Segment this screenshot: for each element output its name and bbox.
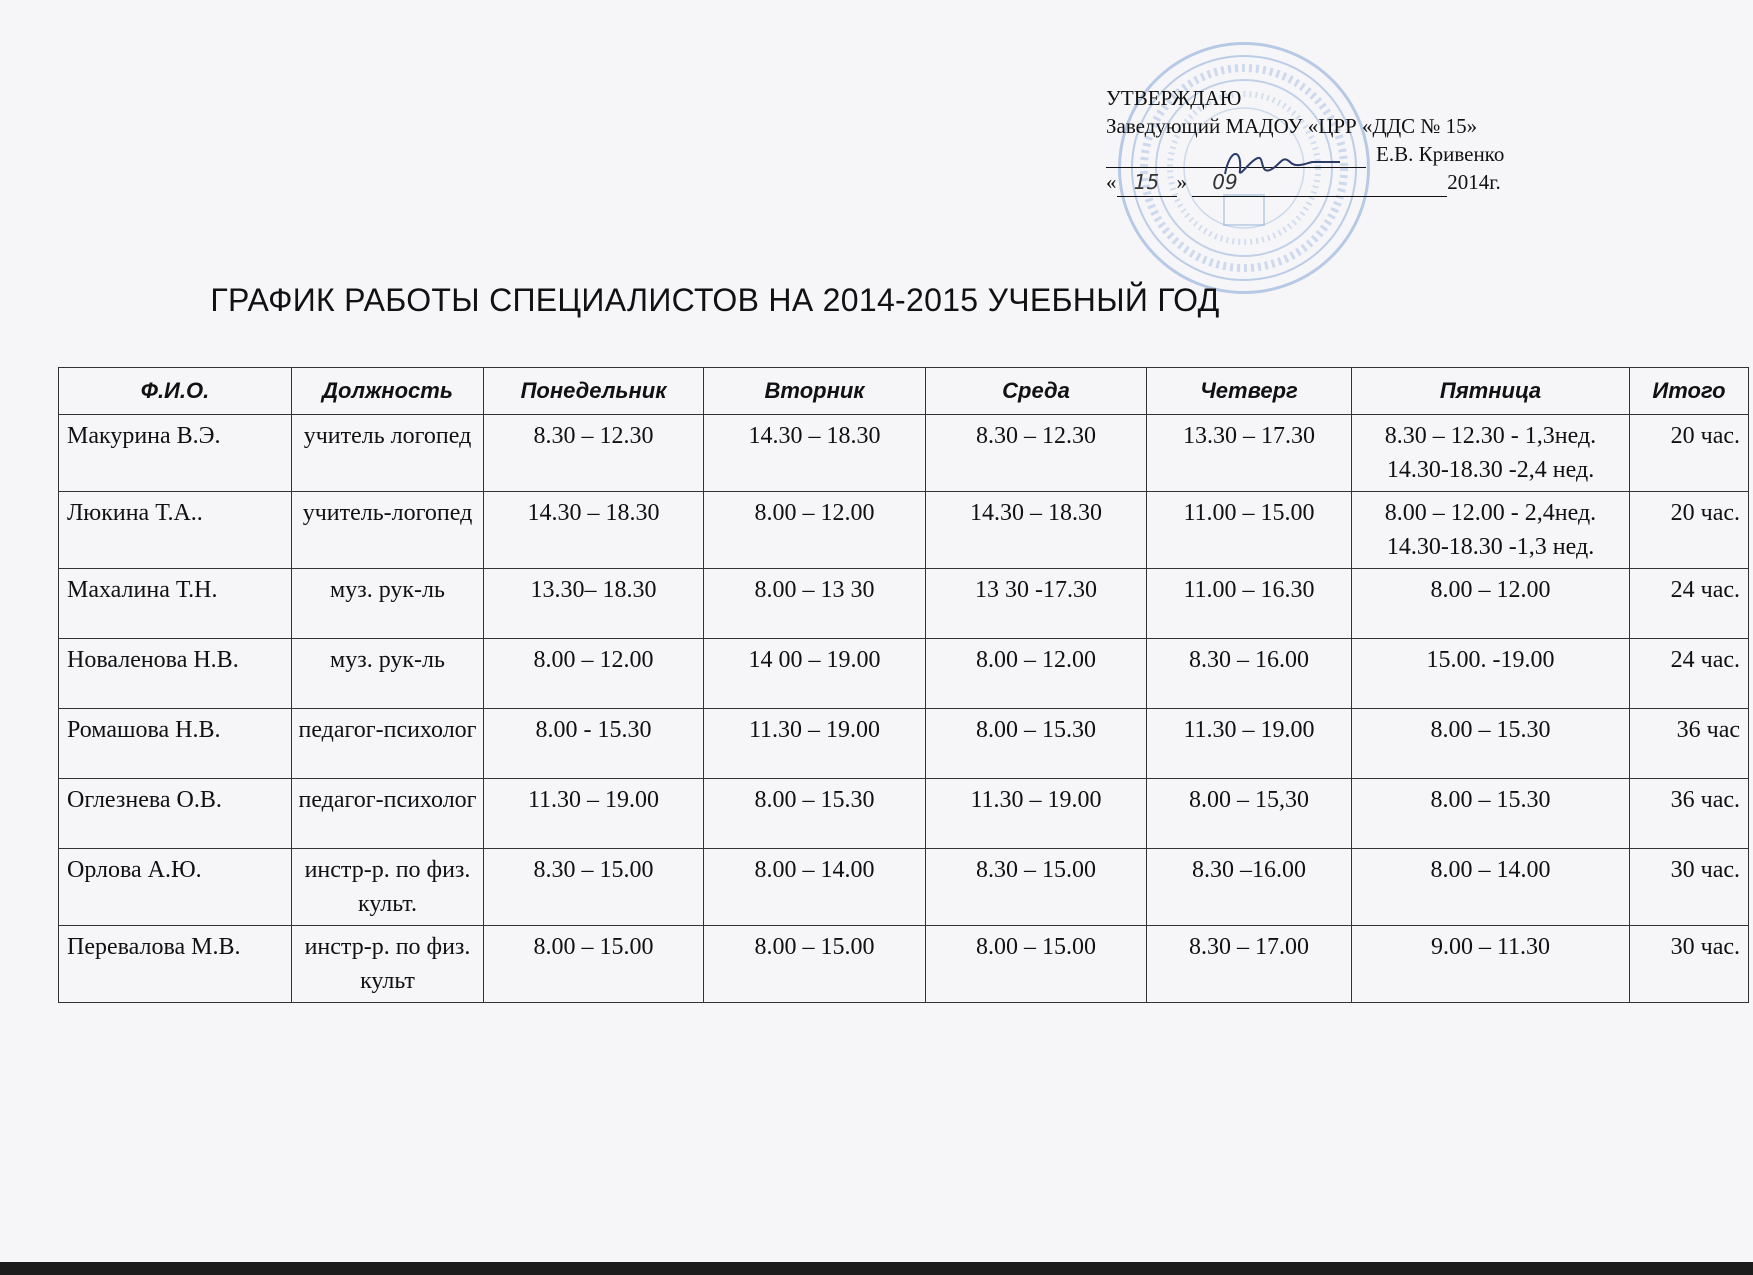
approval-institution: Заведующий МАДОУ «ЦРР «ДДС № 15» [1106, 114, 1478, 138]
cell-wednesday: 8.30 – 12.30 [926, 415, 1147, 492]
date-day: 15 [1117, 168, 1177, 197]
schedule-table [58, 367, 1749, 1003]
cell-tuesday: 11.30 – 19.00 [704, 709, 926, 779]
date-quote-close: » [1176, 170, 1187, 194]
cell-friday: 15.00. -19.00 [1352, 639, 1630, 709]
cell-name: Махалина Т.Н. [59, 569, 292, 639]
cell-thursday: 8.30 –16.00 [1147, 849, 1352, 926]
signer-name: Е.В. Кривенко [1376, 142, 1505, 166]
cell-name: Орлова А.Ю. [59, 849, 292, 926]
cell-monday: 8.00 – 15.00 [484, 926, 704, 1003]
cell-thursday: 11.00 – 15.00 [1147, 492, 1352, 569]
cell-monday: 8.00 - 15.30 [484, 709, 704, 779]
cell-position: муз. рук-ль [292, 569, 484, 639]
cell-thursday: 8.30 – 17.00 [1147, 926, 1352, 1003]
approval-heading: УТВЕРЖДАЮ [1106, 86, 1242, 110]
signature-line [1106, 147, 1366, 168]
table-row [59, 415, 1749, 492]
cell-thursday: 8.30 – 16.00 [1147, 639, 1352, 709]
cell-friday: 9.00 – 11.30 [1352, 926, 1630, 1003]
scan-edge [0, 1262, 1753, 1275]
cell-wednesday: 8.00 – 12.00 [926, 639, 1147, 709]
cell-name: Новаленова Н.В. [59, 639, 292, 709]
cell-wednesday: 8.30 – 15.00 [926, 849, 1147, 926]
cell-tuesday: 14.30 – 18.30 [704, 415, 926, 492]
cell-friday: 8.00 – 14.00 [1352, 849, 1630, 926]
cell-friday: 8.00 – 15.30 [1352, 779, 1630, 849]
date-year: 2014г. [1447, 170, 1501, 194]
approval-date [1106, 168, 1576, 197]
header-friday: Пятница [1352, 368, 1630, 415]
cell-tuesday: 8.00 – 15.30 [704, 779, 926, 849]
header-tuesday: Вторник [704, 368, 926, 415]
cell-thursday: 11.00 – 16.30 [1147, 569, 1352, 639]
table-row [59, 492, 1749, 569]
cell-name: Перевалова М.В. [59, 926, 292, 1003]
friday-line-2: 14.30-18.30 -2,4 нед. [1386, 457, 1595, 483]
cell-name: Ромашова Н.В. [59, 709, 292, 779]
cell-tuesday: 8.00 – 14.00 [704, 849, 926, 926]
cell-tuesday: 14 00 – 19.00 [704, 639, 926, 709]
table-row [59, 779, 1749, 849]
header-total: Итого [1630, 368, 1749, 415]
cell-total: 20 час. [1630, 415, 1749, 492]
table-row [59, 639, 1749, 709]
cell-total: 24 час. [1630, 639, 1749, 709]
cell-position: муз. рук-ль [292, 639, 484, 709]
cell-friday [1352, 415, 1630, 492]
friday-line-1: 8.00 – 12.00 - 2,4нед. [1384, 500, 1597, 526]
cell-position: учитель-логопед [292, 492, 484, 569]
cell-tuesday: 8.00 – 13 30 [704, 569, 926, 639]
cell-thursday: 13.30 – 17.30 [1147, 415, 1352, 492]
cell-wednesday: 8.00 – 15.30 [926, 709, 1147, 779]
cell-total: 24 час. [1630, 569, 1749, 639]
table-header-row [59, 368, 1749, 415]
cell-wednesday: 14.30 – 18.30 [926, 492, 1147, 569]
cell-monday: 8.00 – 12.00 [484, 639, 704, 709]
cell-position: учитель логопед [292, 415, 484, 492]
cell-total: 20 час. [1630, 492, 1749, 569]
cell-monday: 13.30– 18.30 [484, 569, 704, 639]
header-fio: Ф.И.О. [59, 368, 292, 415]
cell-tuesday: 8.00 – 12.00 [704, 492, 926, 569]
friday-line-2: 14.30-18.30 -1,3 нед. [1386, 534, 1595, 560]
header-position: Должность [292, 368, 484, 415]
cell-name: Оглезнева О.В. [59, 779, 292, 849]
cell-position: инстр-р. по физ. культ. [292, 849, 484, 926]
cell-total: 30 час. [1630, 926, 1749, 1003]
cell-monday: 14.30 – 18.30 [484, 492, 704, 569]
header-thursday: Четверг [1147, 368, 1352, 415]
cell-name: Люкина Т.А.. [59, 492, 292, 569]
header-monday: Понедельник [484, 368, 704, 415]
table-row [59, 849, 1749, 926]
cell-monday: 8.30 – 15.00 [484, 849, 704, 926]
cell-total: 36 час. [1630, 779, 1749, 849]
header-wednesday: Среда [926, 368, 1147, 415]
cell-thursday: 8.00 – 15,30 [1147, 779, 1352, 849]
cell-friday: 8.00 – 15.30 [1352, 709, 1630, 779]
cell-position: педагог-психолог [292, 709, 484, 779]
cell-monday: 8.30 – 12.30 [484, 415, 704, 492]
date-quote-open: « [1106, 170, 1117, 194]
cell-friday: 8.00 – 12.00 [1352, 569, 1630, 639]
page-title: ГРАФИК РАБОТЫ СПЕЦИАЛИСТОВ НА 2014-2015 УЧЕБНЫЙ ГОД [210, 282, 1220, 318]
table-row [59, 926, 1749, 1003]
cell-name: Макурина В.Э. [59, 415, 292, 492]
approval-block [1106, 84, 1576, 197]
friday-line-1: 8.30 – 12.30 - 1,3нед. [1384, 423, 1597, 449]
cell-wednesday: 11.30 – 19.00 [926, 779, 1147, 849]
cell-tuesday: 8.00 – 15.00 [704, 926, 926, 1003]
date-month: 09 [1192, 168, 1447, 197]
cell-position: педагог-психолог [292, 779, 484, 849]
table-row [59, 709, 1749, 779]
cell-monday: 11.30 – 19.00 [484, 779, 704, 849]
cell-total: 30 час. [1630, 849, 1749, 926]
cell-friday [1352, 492, 1630, 569]
cell-wednesday: 8.00 – 15.00 [926, 926, 1147, 1003]
cell-thursday: 11.30 – 19.00 [1147, 709, 1352, 779]
signature-row [1106, 140, 1576, 168]
cell-total: 36 час [1630, 709, 1749, 779]
table-row [59, 569, 1749, 639]
cell-wednesday: 13 30 -17.30 [926, 569, 1147, 639]
cell-position: инстр-р. по физ. культ [292, 926, 484, 1003]
